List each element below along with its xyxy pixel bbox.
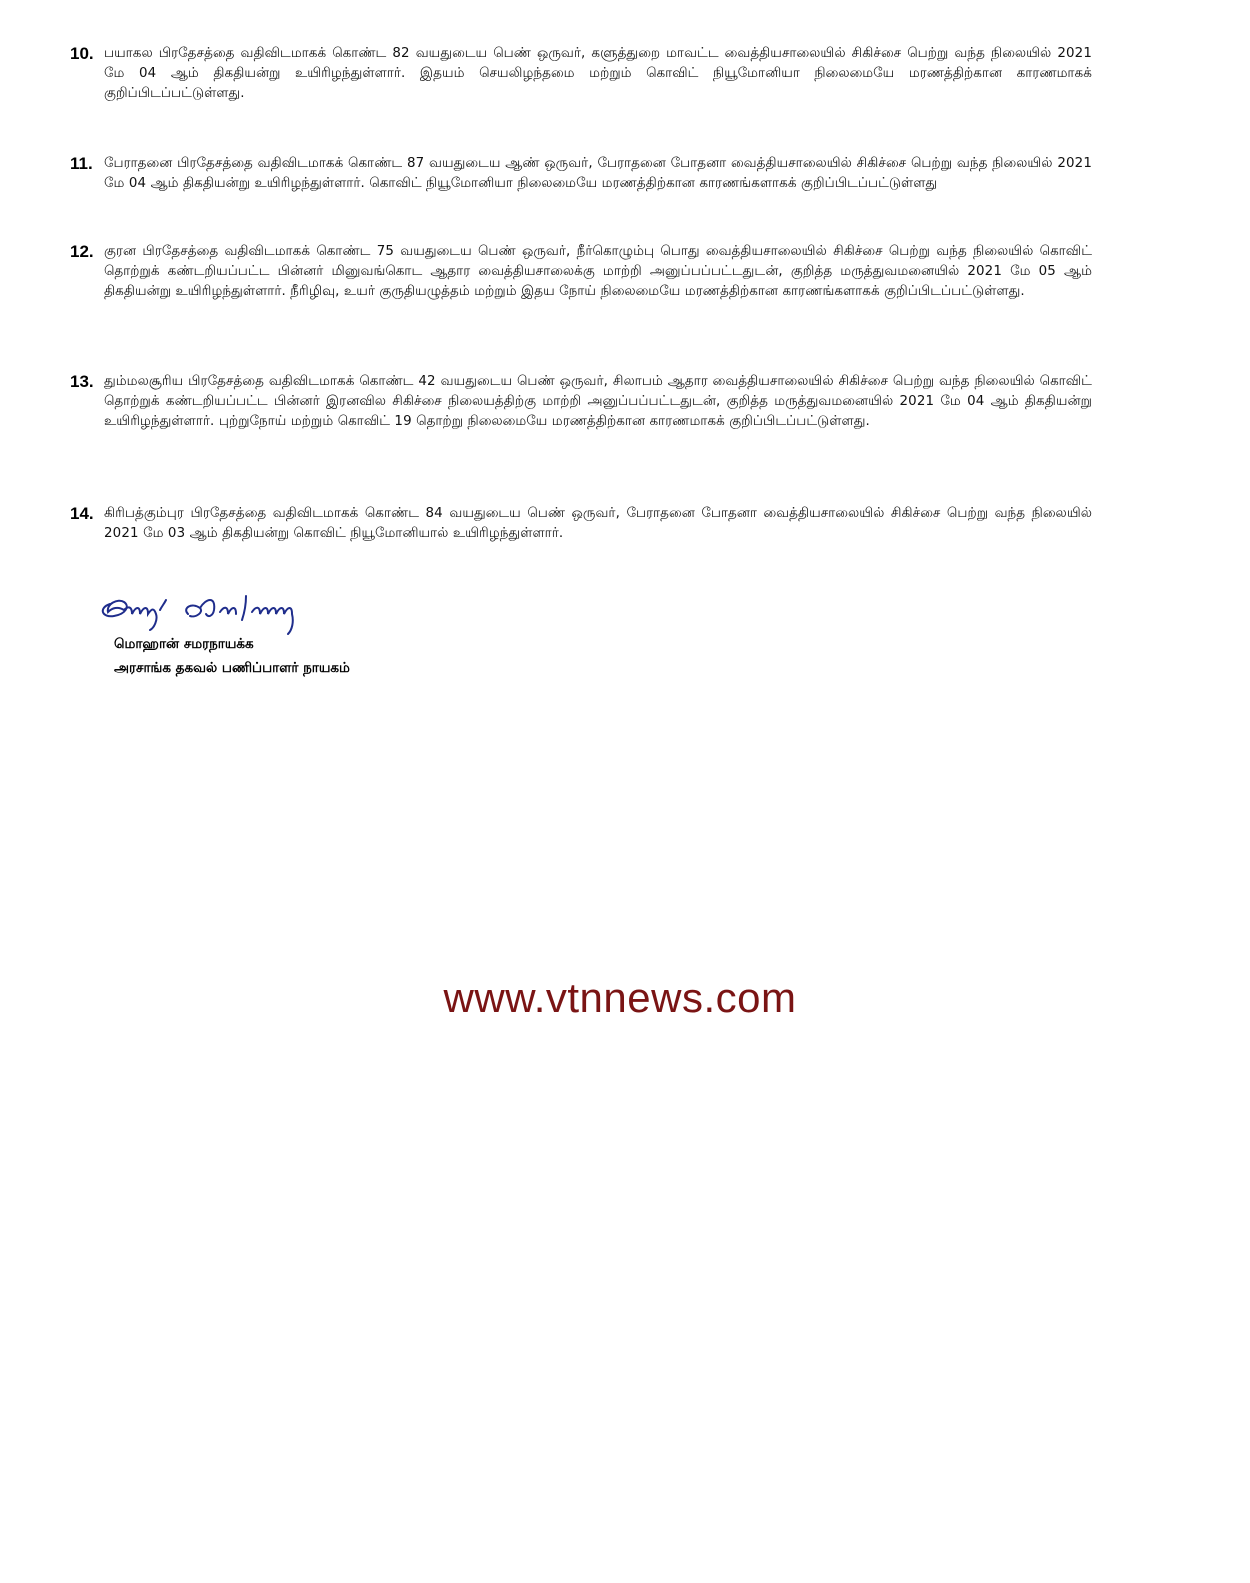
signature-graphic xyxy=(96,584,386,640)
list-item xyxy=(70,242,1092,302)
list-item xyxy=(70,504,1092,544)
item-number: 11. xyxy=(70,154,93,173)
item-text: பேராதனை பிரதேசத்தை வதிவிடமாகக் கொண்ட 87 வயதுடைய ஆண் ஒருவர், பேராதனை போதனா வைத்தியசாலையில் சிகிச்சை பெற்று வந்த நிலையில் 2021 மே 04 ஆம் திகதியன்று உயிரிழந்துள்ளார். கொவிட் நியூமோனியா நிலைமையே மரணத்திற்கான காரணங்களாகக் குறிப்பிடப்பட்டுள்ளது xyxy=(104,156,1092,191)
item-text: பயாகல பிரதேசத்தை வதிவிடமாகக் கொண்ட 82 வயதுடைய பெண் ஒருவர், களுத்துறை மாவட்ட வைத்தியசாலையில் சிகிச்சை பெற்று வந்த நிலையில் 2021 மே 04 ஆம் திகதியன்று உயிரிழந்துள்ளார். இதயம் செயலிழந்தமை மற்றும் கொவிட் நியூமோனியா நிலைமையே மரணத்திற்கான காரணமாகக் குறிப்பிடப்பட்டுள்ளது. xyxy=(104,46,1092,101)
item-number: 12. xyxy=(70,242,94,261)
list-item xyxy=(70,44,1092,104)
signature-block xyxy=(96,584,516,694)
signatory-title: அரசாங்க தகவல் பணிப்பாளர் நாயகம் xyxy=(114,660,350,676)
item-number: 13. xyxy=(70,372,94,391)
item-text: தும்மலசூரிய பிரதேசத்தை வதிவிடமாகக் கொண்ட 42 வயதுடைய பெண் ஒருவர், சிலாபம் ஆதார வைத்தியசாலையில் சிகிச்சை பெற்று வந்த நிலையில் கொவிட் தொற்றுக் கண்டறியப்பட்ட பின்னர் இரனவில சிகிச்சை நிலையத்திற்கு மாற்றி அனுப்பப்பட்டதுடன், குறித்த மருத்துவமனையில் 2021 மே 04 ஆம் திகதியன்று உயிரிழந்துள்ளார். புற்றுநோய் மற்றும் கொவிட் 19 தொற்று நிலைமையே மரணத்திற்கான காரணமாகக் குறிப்பிடப்பட்டுள்ளது. xyxy=(104,374,1092,429)
item-number: 10. xyxy=(70,44,94,63)
list-item xyxy=(70,154,1092,194)
handwritten-signature xyxy=(96,584,386,640)
list-item xyxy=(70,372,1092,432)
item-text: குரன பிரதேசத்தை வதிவிடமாகக் கொண்ட 75 வயதுடைய பெண் ஒருவர், நீர்கொழும்பு பொது வைத்தியசாலையில் சிகிச்சை பெற்று வந்த நிலையில் கொவிட் தொற்றுக் கண்டறியப்பட்ட பின்னர் மினுவங்கொட ஆதார வைத்தியசாலைக்கு மாற்றி அனுப்பப்பட்டதுடன், குறித்த மருத்துவமனையில் 2021 மே 05 ஆம் திகதியன்று உயிரிழந்துள்ளார். நீரிழிவு, உயர் குருதியழுத்தம் மற்றும் இதய நோய் நிலைமையே மரணத்திற்கான காரணங்களாகக் குறிப்பிடப்பட்டுள்ளது. xyxy=(104,244,1092,299)
signatory-name: மொஹான் சமரநாயக்க xyxy=(114,636,254,652)
website-watermark: www.vtnnews.com xyxy=(443,974,797,1021)
item-number: 14. xyxy=(70,504,94,523)
item-text: கிரிபத்கும்புர பிரதேசத்தை வதிவிடமாகக் கொண்ட 84 வயதுடைய பெண் ஒருவர், பேராதனை போதனா வைத்தியசாலையில் சிகிச்சை பெற்று வந்த நிலையில் 2021 மே 03 ஆம் திகதியன்று கொவிட் நியூமோனியால் உயிரிழந்துள்ளார். xyxy=(104,506,1092,541)
